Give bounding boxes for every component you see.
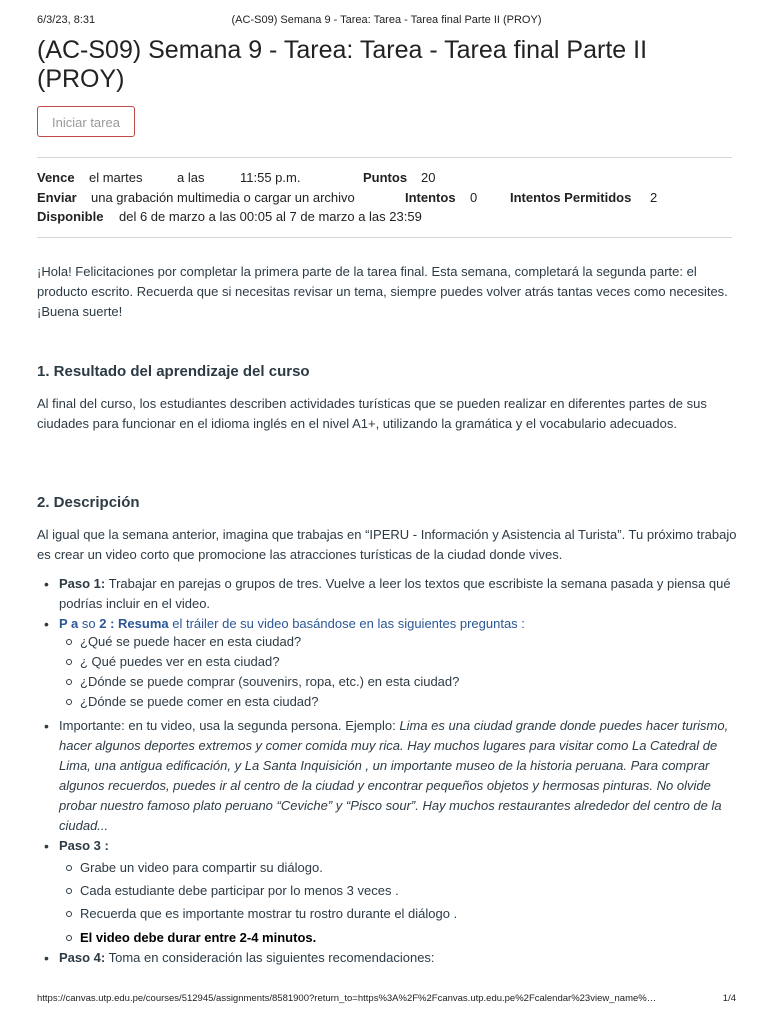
important-example: Lima es una ciudad grande donde puedes hacer turismo, hacer algunos deportes extremos y comer comida muy rica. Hay muchos lugares para visitar como La Catedral de Lima, una antigua edificación, y La Santa Inquisición , un importante museo de la historia peruana. Para comprar algunos recuerdos, puedes ir al centro de la ciudad y encontrar pequeños objetos y hermosas pinturas. No olvide probar nuestro famoso plato peruano “Ceviche” y “Pisco sour”. Hay muchos restaurantes alrededor del centro de la ciudad... xyxy=(59,718,729,833)
page-url: https://canvas.utp.edu.pe/courses/512945/assignments/8581900?return_to=https%3A%2F%2Fcanvas.utp.edu.pe%2Fcalendar%23view_name%… xyxy=(37,993,657,1004)
submit-value: una grabación multimedia o cargar un archivo xyxy=(91,190,355,205)
step-2-text: el tráiler de su video basándose en las siguientes preguntas : xyxy=(168,616,525,631)
due-label: Vence xyxy=(37,170,75,185)
step-2-label-c: 2 : Resuma xyxy=(99,616,169,631)
step-2-label-b: so xyxy=(78,616,100,631)
question-item: ¿Dónde se puede comprar (souvenirs, ropa, etc.) en esta ciudad? xyxy=(37,672,742,692)
step-4-text: Toma en consideración las siguientes recomendaciones: xyxy=(105,950,435,965)
divider-bottom xyxy=(37,237,732,238)
start-assignment-button[interactable]: Iniciar tarea xyxy=(37,106,135,137)
step-3-list xyxy=(37,858,742,948)
page-title: (AC-S09) Semana 9 - Tarea: Tarea - Tarea final Parte II (PROY) xyxy=(37,36,648,93)
submit-label: Enviar xyxy=(37,190,77,205)
section2-paragraph: Al igual que la semana anterior, imagina que trabajas en “IPERU - Información y Asistencia al Turista”. Tu próximo trabajo es crear un video corto que promocione las atracciones turísticas de la ciudad donde vives. xyxy=(37,527,737,562)
intro-paragraph: ¡Hola! Felicitaciones por completar la primera parte de la tarea final. Esta semana, completará la segunda parte: el producto escrito. Recuerda que si necesitas revisar un tema, siempre puedes volver atrás tantas veces como necesites. ¡Buena suerte! xyxy=(37,264,728,319)
step-3 xyxy=(37,836,742,948)
points-value: 20 xyxy=(421,170,436,185)
divider-top xyxy=(37,157,732,158)
steps-list xyxy=(37,574,742,968)
print-date: 6/3/23, 8:31 xyxy=(37,14,96,26)
meta-row-available xyxy=(37,209,422,224)
steps-list-container xyxy=(37,574,742,968)
questions-list xyxy=(37,632,742,712)
print-header xyxy=(37,14,736,28)
meta-row-submit xyxy=(37,190,658,205)
due-time: 11:55 p.m. xyxy=(240,170,301,185)
page-number: 1/4 xyxy=(722,993,736,1004)
step-4-label: Paso 4: xyxy=(59,950,106,965)
due-at: a las xyxy=(177,170,205,185)
print-title: (AC-S09) Semana 9 - Tarea: Tarea - Tarea final Parte II (PROY) xyxy=(231,14,542,26)
important-note xyxy=(37,716,742,836)
step-2-label-a: P a xyxy=(59,616,79,631)
available-value: del 6 de marzo a las 00:05 al 7 de marzo a las 23:59 xyxy=(119,209,422,224)
step-2 xyxy=(37,614,742,712)
question-item: ¿ Qué puedes ver en esta ciudad? xyxy=(37,652,742,672)
step-3-item: Recuerda que es importante mostrar tu rostro durante el diálogo . xyxy=(37,904,742,924)
question-item: ¿Dónde se puede comer en esta ciudad? xyxy=(37,692,742,712)
section1-paragraph: Al final del curso, los estudiantes describen actividades turísticas que se pueden realizar en diferentes partes de sus ciudades para funcionar en el idioma inglés en el nivel A1+, utilizando la gramática y el vocabulario adecuados. xyxy=(37,396,707,431)
intro-text xyxy=(37,262,737,322)
step-1-label: Paso 1: xyxy=(59,576,106,591)
section2-body xyxy=(37,525,737,565)
available-label: Disponible xyxy=(37,209,104,224)
step-3-item: Cada estudiante debe participar por lo menos 3 veces . xyxy=(37,881,742,901)
step-3-item: Grabe un video para compartir su diálogo. xyxy=(37,858,742,878)
section2-heading: 2. Descripción xyxy=(37,494,140,511)
section1-body xyxy=(37,394,737,434)
print-footer xyxy=(37,993,736,1004)
step-1-text: Trabajar en parejas o grupos de tres. Vuelve a leer los textos que escribiste la semana pasada y piensa qué podrías incluir en el video. xyxy=(59,576,731,611)
step-3-duration: El video debe durar entre 2-4 minutos. xyxy=(37,928,742,948)
attempts-value: 0 xyxy=(470,190,478,205)
points-label: Puntos xyxy=(363,170,408,185)
due-day: el martes xyxy=(89,170,143,185)
allowed-attempts-value: 2 xyxy=(650,190,658,205)
question-item: ¿Qué se puede hacer en esta ciudad? xyxy=(37,632,742,652)
important-label: Importante: en tu video, usa la segunda persona. Ejemplo: xyxy=(59,718,400,733)
section1-heading: 1. Resultado del aprendizaje del curso xyxy=(37,363,310,380)
attempts-label: Intentos xyxy=(405,190,456,205)
step-1 xyxy=(37,574,742,614)
meta-row-due xyxy=(37,170,436,185)
allowed-attempts-label: Intentos Permitidos xyxy=(510,190,632,205)
step-3-label: Paso 3 : xyxy=(59,838,109,853)
step-4 xyxy=(37,948,742,968)
